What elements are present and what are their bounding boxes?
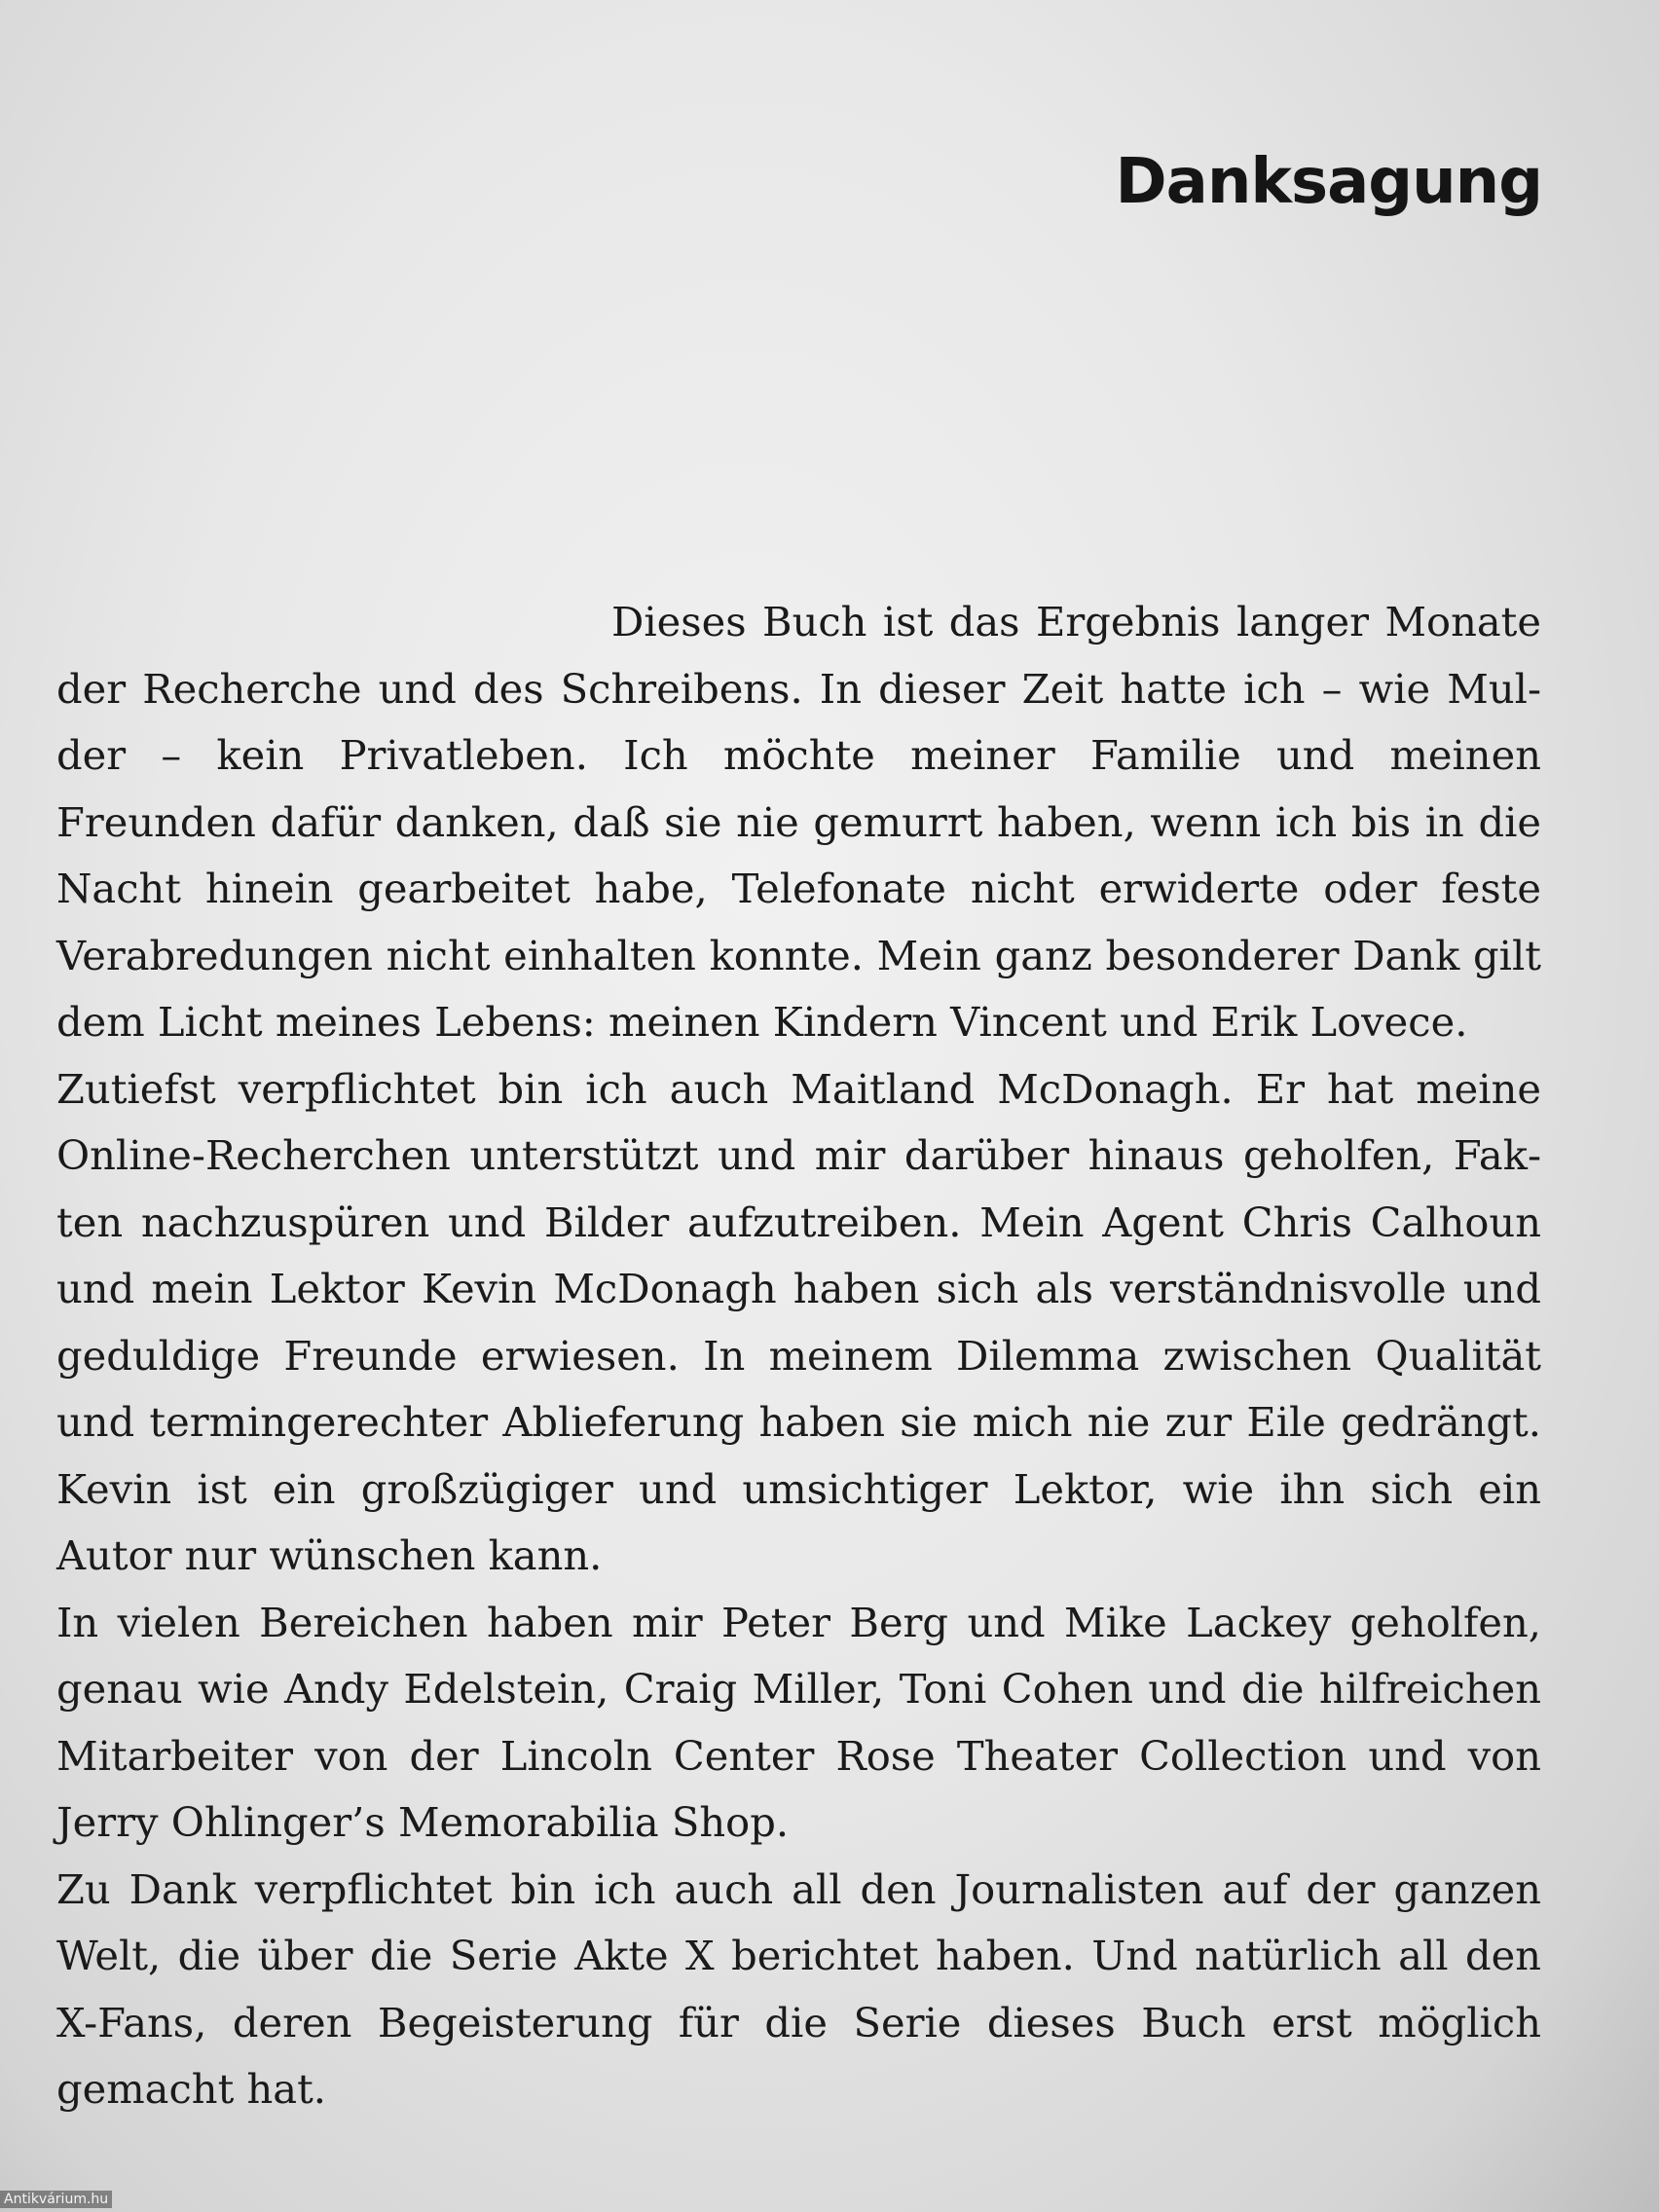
body-text [56,589,1541,2123]
page-title: Danksagung [1115,146,1542,218]
paragraph-helpers-thanks: In vielen Bereichen haben mir Peter Berg und Mike Lackey geholfen, genau wie Andy Edelstein, Craig Miller, Toni Cohen und die hilfreichen Mitarbeiter von der Lincoln Center Rose Theater Collection und von Jerry Ohlinger’s Memorabilia Shop. [56,1598,1541,1846]
paragraph-intro: Dieses Buch ist das Ergebnis langer Monate der Recherche und des Schreibens. In dieser Zeit hatte ich – wie Mulder – kein Privatleben. Ich möchte meiner Familie und meinen Freunden dafür danken, daß sie nie gemurrt haben, wenn ich bis in die Nacht hinein gearbeitet habe, Telefonate nicht erwiderte oder feste Verabredungen nicht einhalten konnte. Mein ganz besonderer Dank gilt dem Licht meines Lebens: meinen Kindern Vincent und Erik Lovece. [56,598,1541,1046]
paragraph-journalists-thanks: Zu Dank verpflichtet bin ich auch all den Journalisten auf der ganzen Welt, die über die Serie Akte X berichtet haben. Und natürlich all den X-Fans, deren Begeisterung für die Serie dieses Buch erst möglich gemacht hat. [56,1864,1541,2113]
watermark: Antikvárium.hu [0,2191,112,2208]
paragraph-research-thanks: Zutiefst verpflichtet bin ich auch Maitland McDonagh. Er hat meine Online-Recherchen unterstützt und mir darüber hinaus geholfen, Fakten nachzuspüren und Bilder aufzutreiben. Mein Agent Chris Calhoun und mein Lektor Kevin McDonagh haben sich als verständnisvolle und geduldige Freunde erwiesen. In meinem Dilemma zwischen Qualität und termingerechter Ablieferung haben sie mich nie zur Eile gedrängt. Kevin ist ein großzügiger und umsichtiger Lektor, wie ihn sich ein Autor nur wünschen kann. [56,1064,1541,1579]
